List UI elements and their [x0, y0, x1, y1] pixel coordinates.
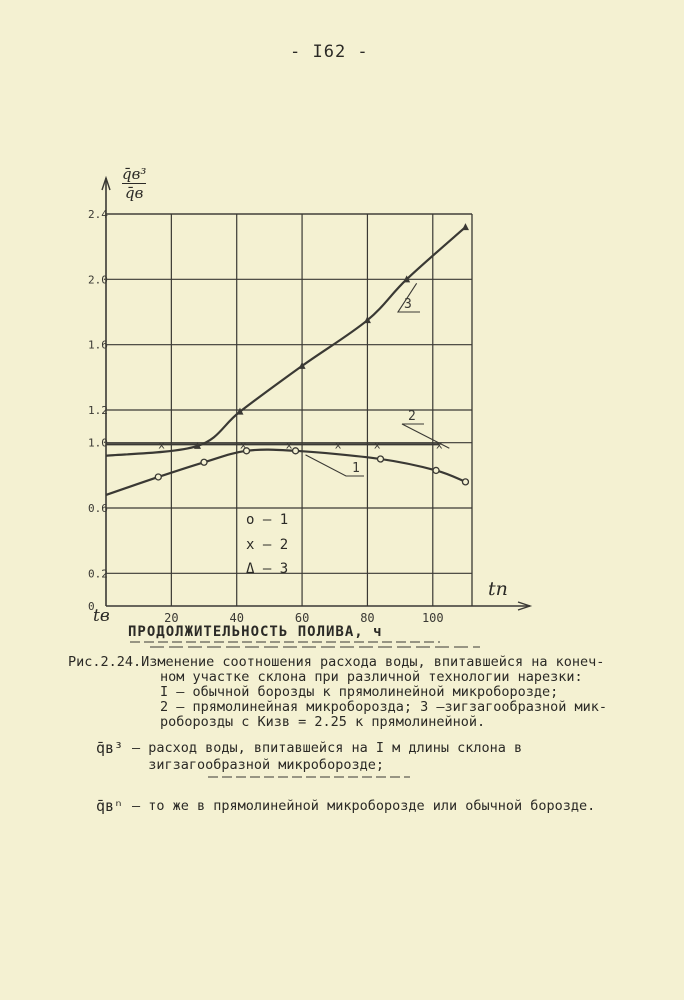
note-2	[96, 798, 656, 822]
series-1-point	[462, 479, 468, 485]
note-text: – расход воды, впитавшейся на I м длины склона в зигзагообразной микроборозде;	[132, 740, 523, 773]
x-tick-label: 20	[164, 611, 179, 625]
page-number: - I62 -	[290, 42, 369, 62]
x-axis-symbol: tп	[488, 578, 508, 600]
y-axis-label-numerator: q̄в³	[122, 165, 147, 183]
y-tick-label: 0.2	[88, 567, 108, 581]
y-tick-label: 1.0	[88, 436, 108, 450]
series-1-point	[433, 467, 439, 473]
series-1-point	[201, 459, 207, 465]
origin-symbol: tв	[93, 606, 110, 626]
caption-line: I – обычной борозды к прямолинейной микроборозде;	[160, 684, 559, 700]
series-1-point	[155, 474, 161, 480]
series-2-point: x	[158, 438, 165, 452]
legend-entry-1: о – 1	[246, 512, 289, 528]
series-3-point	[462, 223, 469, 230]
y-tick-label: 1.6	[88, 338, 108, 352]
x-tick-label: 40	[229, 611, 244, 625]
x-tick-label: 100	[421, 611, 444, 625]
series-1-point	[293, 448, 299, 454]
caption-line: Рис.2.24.Изменение соотношения расхода воды, впитавшейся на конеч-	[68, 654, 605, 670]
y-tick-label: 0.6	[88, 502, 108, 515]
series-line-1	[106, 450, 465, 495]
series-label-1: 1	[352, 461, 360, 476]
note-1	[96, 740, 656, 780]
series-2-point: x	[285, 438, 293, 452]
note-symbol: q̄в³	[96, 739, 124, 757]
figure-caption	[68, 655, 658, 730]
y-axis-label-denominator: q̄в	[125, 184, 144, 202]
legend-entry-2: х – 2	[246, 537, 289, 553]
caption-line: ном участке склона при различной технологии нарезки:	[160, 669, 583, 685]
series-label-2: 2	[408, 409, 416, 424]
series-2-point: x	[436, 438, 443, 452]
series-label-3: 3	[404, 297, 412, 312]
y-tick-label: 1.2	[88, 404, 108, 417]
note-symbol: q̄вⁿ	[96, 797, 124, 815]
series-2-point: x	[334, 438, 342, 452]
x-axis-title: ПРОДОЛЖИТЕЛЬНОСТЬ ПОЛИВА, ч	[128, 624, 383, 640]
series-2-point: x	[373, 438, 381, 452]
y-tick-label: 2.0	[88, 273, 108, 287]
note-text: – то же в прямолинейной микроборозде или обычной борозде.	[132, 798, 596, 814]
x-tick-label: 80	[360, 611, 375, 625]
y-axis-label	[122, 166, 146, 201]
caption-line: 2 – прямолинейная микроборозда; 3 –зигзагообразной мик-	[160, 699, 608, 715]
series-2-point: x	[239, 438, 247, 452]
x-tick-label: 60	[294, 611, 310, 625]
legend-entry-3: Δ – 3	[246, 561, 289, 577]
caption-line: роборозды с Кизв = 2.25 к прямолинейной.	[160, 714, 486, 730]
y-tick-label: 2.4	[88, 208, 108, 221]
series-1-point	[378, 456, 384, 462]
y-tick-label: 0	[88, 600, 95, 613]
